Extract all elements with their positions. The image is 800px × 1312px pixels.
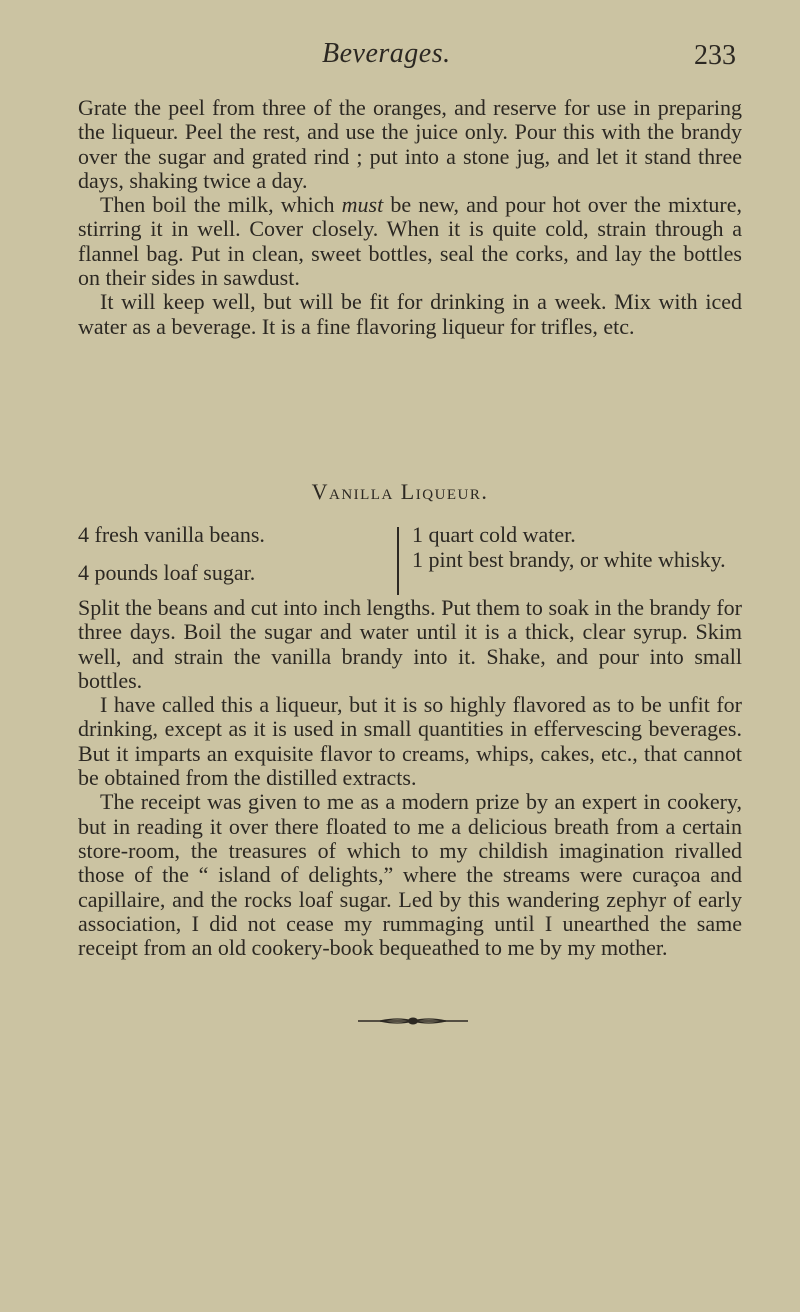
recipe-heading: Vanilla Liqueur. bbox=[311, 479, 489, 504]
ingredient-item: 4 fresh vanilla beans. bbox=[78, 522, 265, 547]
paragraph bbox=[78, 193, 742, 290]
paragraph: I have called this a liqueur, but it is so highly flavored as to be unfit for drinking, except as it is used in small quantities in effervescing beverages. But it imparts an exquisite flavor to creams, whips, cakes, etc., that cannot be obtained from the distilled extracts. bbox=[78, 692, 742, 791]
ingredient-item: 1 pint best brandy, or white whisky. bbox=[412, 546, 726, 572]
page-title: Beverages. bbox=[322, 38, 451, 69]
ingredient-item: 4 pounds loaf sugar. bbox=[78, 560, 256, 585]
running-header bbox=[0, 38, 800, 78]
paragraph-part: Then boil the milk, which bbox=[100, 192, 342, 218]
page-number: 233 bbox=[694, 40, 736, 71]
emphasis-must: must bbox=[341, 192, 384, 218]
paragraph: Grate the peel from three of the oranges, and reserve for use in preparing the liqueur. Peel the rest, and use the juice only. Pour this with the brandy over the sugar and grated rind ; put into a stone jug, and let it stand three days, shaking twice a day. bbox=[78, 95, 742, 193]
ingredient-item: 1 quart cold water. bbox=[412, 522, 576, 547]
paragraph: It will keep well, but will be fit for drinking in a week. Mix with iced water as a beverage. It is a fine flavoring liqueur for trifles, etc. bbox=[78, 289, 742, 339]
ingredients-column-right bbox=[412, 523, 742, 572]
ingredients-list bbox=[78, 523, 742, 603]
text-block-top bbox=[78, 96, 742, 339]
paragraph: Split the beans and cut into inch lengths. Put them to soak in the brandy for three days. Boil the sugar and water until it is a thick, clear syrup. Skim well, and strain the vanilla brandy into it. Shake, and pour into small bottles. bbox=[78, 595, 742, 693]
paragraph: The receipt was given to me as a modern prize by an expert in cookery, but in reading it over there floated to me a delicious breath from a certain store-room, the treasures of which to my childish imagination rivalled those of the “ island of delights,” where the streams were curaçoa and capillaire, and the rocks loaf sugar. Led by this wandering zephyr of early association, I did not cease my rummaging until I unearthed the same receipt from an old cookery-book bequeathed to me by my mother. bbox=[78, 789, 742, 961]
ingredients-column-left bbox=[78, 523, 388, 597]
column-divider bbox=[397, 527, 399, 595]
decorative-rule-ornament-icon bbox=[358, 1016, 468, 1026]
paragraph-part: be new, and pour hot over the mixture, stirring it in well. Cover closely. When it is quite cold, strain through a flannel bag. Put in clean, sweet bottles, seal the corks, and lay the bottles on their sides in sawdust. bbox=[78, 192, 742, 291]
text-block-bottom bbox=[78, 596, 742, 960]
